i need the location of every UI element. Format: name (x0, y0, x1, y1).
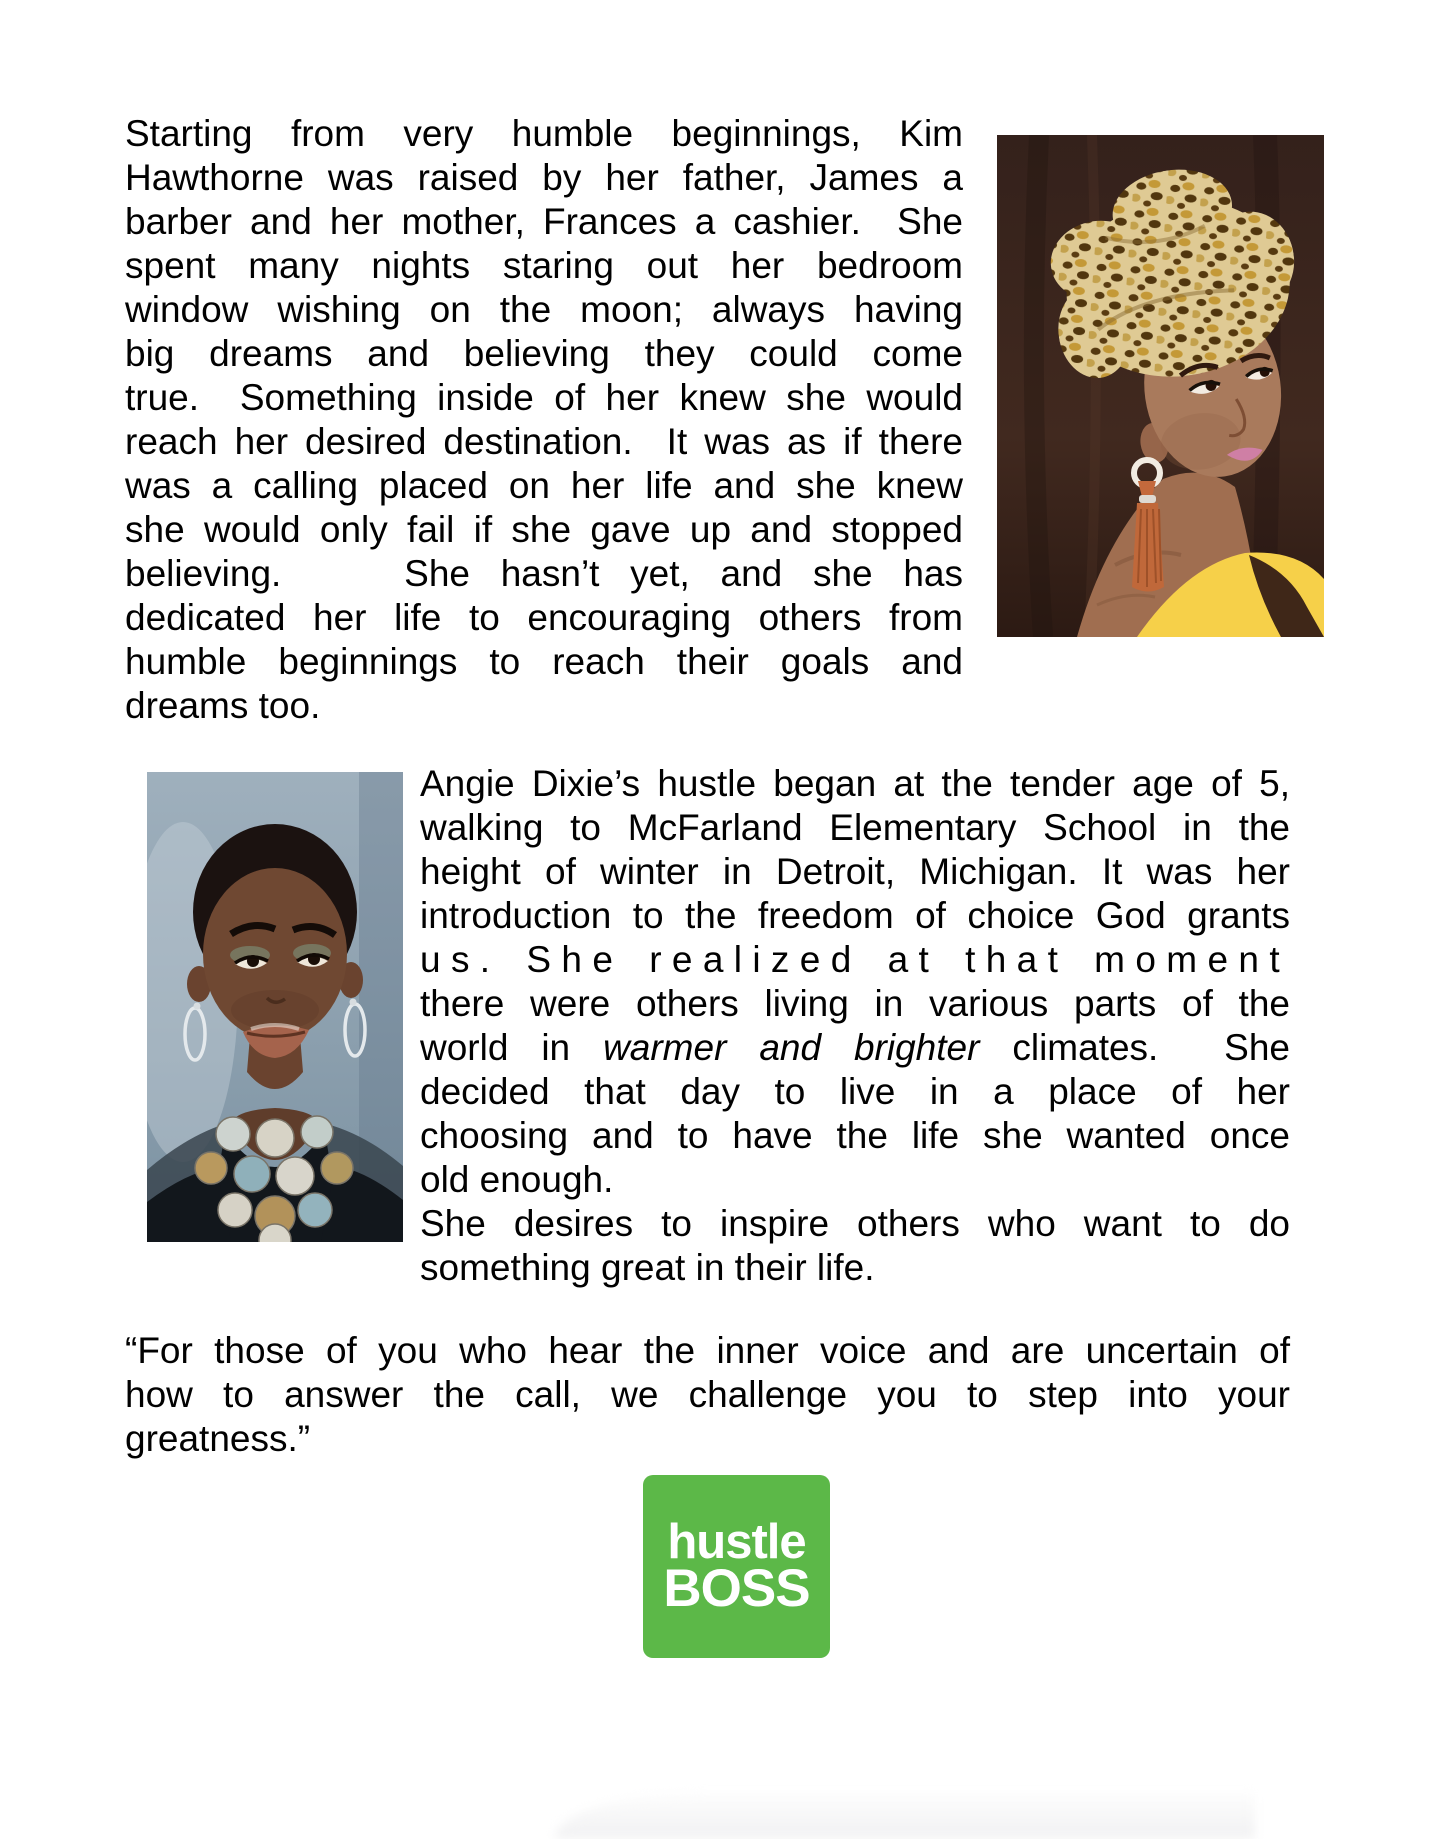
text-line: height of winter in Detroit, Michigan. It was her (420, 851, 1290, 892)
text-segment: world in (420, 1027, 604, 1068)
text-line: spent many nights staring out her bedroom (125, 245, 963, 286)
text-line: Hawthorne was raised by her father, James a (125, 157, 963, 198)
text-line: window wishing on the moon; always having (125, 289, 963, 330)
bio-kim-paragraph (125, 112, 963, 728)
text-line: was a calling placed on her life and she knew (125, 465, 963, 506)
angie-portrait-illustration (147, 772, 403, 1242)
italic-text-segment: warmer and brighter (603, 1027, 980, 1068)
bio-angie-paragraph (420, 762, 1290, 1290)
text-line: reach her desired destination. It was as if there (125, 421, 963, 462)
quote-line: how to answer the call, we challenge you to step into your (125, 1374, 1290, 1415)
angie-dixie-photo (147, 772, 403, 1242)
text-line: decided that day to live in a place of her (420, 1071, 1290, 1112)
quote-paragraph (125, 1329, 1290, 1461)
text-line: choosing and to have the life she wanted once (420, 1115, 1290, 1156)
stretched-text-line: us. She realized at that moment (420, 939, 1290, 980)
logo-wordmark-hustle: hustle (667, 1514, 806, 1569)
text-line: she would only fail if she gave up and stopped (125, 509, 963, 550)
text-line: walking to McFarland Elementary School in the (420, 807, 1290, 848)
text-line: big dreams and believing they could come (125, 333, 963, 374)
text-line: humble beginnings to reach their goals and (125, 641, 963, 682)
text-line: introduction to the freedom of choice God grants (420, 895, 1290, 936)
text-segment: climates. She (979, 1027, 1291, 1068)
text-line: Starting from very humble beginnings, Kim (125, 113, 963, 154)
text-line: true. Something inside of her knew she would (125, 377, 963, 418)
text-line: dreams too. (125, 685, 321, 726)
text-line: She desires to inspire others who want to do (420, 1203, 1290, 1244)
quote-line: greatness.” (125, 1418, 311, 1459)
text-line: something great in their life. (420, 1247, 875, 1288)
kim-hawthorne-photo (997, 135, 1324, 637)
text-line: believing. She hasn’t yet, and she has (125, 553, 963, 594)
hustle-boss-logo (643, 1475, 830, 1658)
quote-line: “For those of you who hear the inner voice and are uncertain of (125, 1330, 1290, 1371)
text-line: dedicated her life to encouraging others from (125, 597, 963, 638)
text-line: barber and her mother, Frances a cashier. She (125, 201, 963, 242)
next-page-edge (555, 1793, 1255, 1839)
kim-portrait-illustration (997, 135, 1324, 637)
text-line: Angie Dixie’s hustle began at the tender age of 5, (420, 763, 1290, 804)
text-line-with-italic (420, 1026, 1290, 1070)
logo-wordmark-boss: BOSS (663, 1558, 810, 1618)
text-line: old enough. (420, 1159, 614, 1200)
text-line: there were others living in various parts of the (420, 983, 1290, 1024)
